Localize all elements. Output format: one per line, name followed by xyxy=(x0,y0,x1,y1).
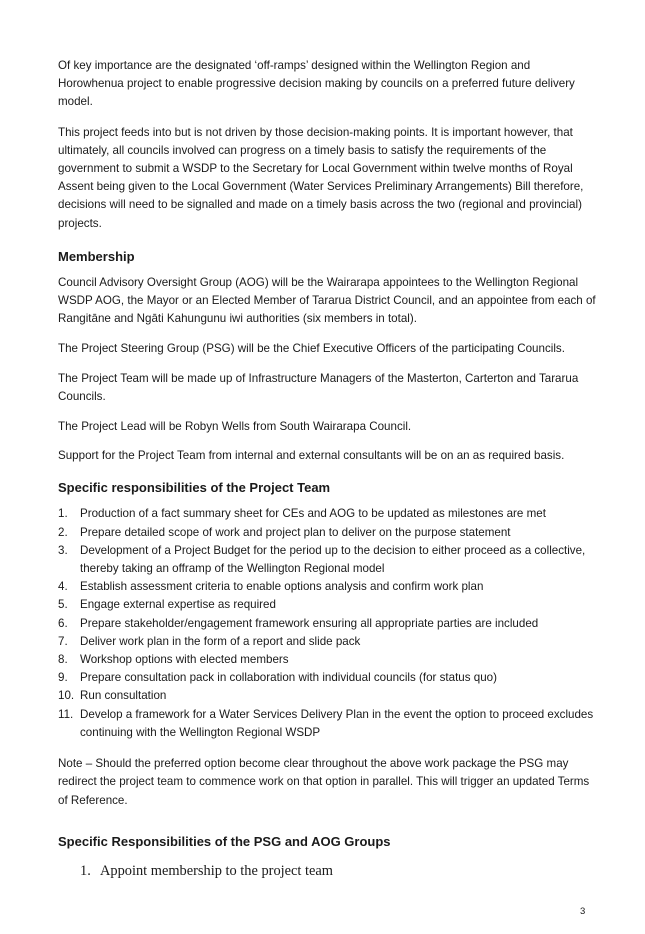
list-item-number: 5. xyxy=(58,598,68,612)
list-item-number: 7. xyxy=(58,634,68,648)
list-item-text: Engage external expertise as required xyxy=(80,598,276,612)
list-item-text: Establish assessment criteria to enable options analysis and confirm work plan xyxy=(80,580,484,594)
list-item-number: 1. xyxy=(80,862,91,879)
list-item xyxy=(58,578,598,596)
note-paragraph: Note – Should the preferred option become clear throughout the above work package the PSG may redirect the project team to commence work on that option in parallel. This will trigger an updated Terms of Reference. xyxy=(58,757,590,807)
intro-paragraph-2: This project feeds into but is not driven by those decision-making points. It is important however, that ultimately, all councils involved can progress on a timely basis to satisfy the requirements of the government to submit a WSDP to the Secretary for Local Government within twelve months of Royal Assent being given to the Local Government (Water Services Preliminary Arrangements) Bill therefore, decisions will need to be signalled and made on a timely basis across the two (regional and provincial) projects. xyxy=(58,125,584,230)
membership-section xyxy=(58,274,598,466)
list-item xyxy=(58,651,598,669)
list-item-text: Prepare stakeholder/engagement framework ensuring all appropriate parties are included xyxy=(80,616,539,630)
list-item-number: 1. xyxy=(58,507,68,521)
intro-paragraph-1: Of key importance are the designated ‘off-ramps’ designed within the Wellington Region and Horowhenua project to enable progressive decision making by councils on a preferred future delivery model. xyxy=(58,59,575,109)
team-responsibilities-list xyxy=(58,505,598,742)
list-item xyxy=(58,524,598,542)
list-item xyxy=(58,669,598,687)
list-item-number: 8. xyxy=(58,653,68,667)
list-item-number: 10. xyxy=(58,689,75,703)
membership-aog: Council Advisory Oversight Group (AOG) will be the Wairarapa appointees to the Wellington Regional WSDP AOG, the Mayor or an Elected Member of Tararua District Council, and an appointee from each of Rangitāne and Ngāti Kahungunu iwi authorities (six members in total). xyxy=(58,275,596,326)
list-item-text: Development of a Project Budget for the period up to the decision to either proceed as a collective, thereby taking an offramp of the Wellington Regional model xyxy=(80,543,586,576)
list-item-text: Prepare consultation pack in collaboration with individual councils (for status quo) xyxy=(80,671,497,685)
list-item-text: Production of a fact summary sheet for CEs and AOG to be updated as milestones are met xyxy=(80,507,546,521)
list-item-number: 4. xyxy=(58,580,68,594)
psg-aog-list-item xyxy=(58,862,598,880)
list-item-number: 2. xyxy=(58,525,68,539)
list-item xyxy=(58,706,598,742)
page-number: 3 xyxy=(580,906,586,917)
list-item-text: Appoint membership to the project team xyxy=(100,862,333,879)
membership-project-team: The Project Team will be made up of Infrastructure Managers of the Masterton, Carterton and Tararua Councils. xyxy=(58,371,579,403)
list-item-number: 3. xyxy=(58,543,68,557)
list-item xyxy=(58,615,598,633)
team-responsibilities-heading: Specific responsibilities of the Project Team xyxy=(58,480,331,496)
list-item-text: Run consultation xyxy=(80,689,167,703)
list-item-number: 11. xyxy=(58,707,74,721)
membership-project-lead: The Project Lead will be Robyn Wells from South Wairarapa Council. xyxy=(58,419,412,433)
list-item xyxy=(58,687,598,705)
list-item-text: Workshop options with elected members xyxy=(80,653,289,667)
list-item xyxy=(58,505,598,523)
list-item-number: 9. xyxy=(58,671,68,685)
page-content xyxy=(58,57,598,880)
list-item xyxy=(58,633,598,651)
list-item-text: Develop a framework for a Water Services Delivery Plan in the event the option to proceed excludes continuing with the Wellington Regional WSDP xyxy=(80,707,594,739)
membership-heading: Membership xyxy=(58,248,135,264)
psg-aog-heading: Specific Responsibilities of the PSG and AOG Groups xyxy=(58,833,391,849)
list-item xyxy=(58,596,598,614)
list-item-number: 6. xyxy=(58,616,68,630)
list-item-text: Deliver work plan in the form of a report and slide pack xyxy=(80,634,361,648)
list-item xyxy=(58,542,598,578)
membership-support: Support for the Project Team from internal and external consultants will be on an as required basis. xyxy=(58,449,565,463)
list-item-text: Prepare detailed scope of work and project plan to deliver on the purpose statement xyxy=(80,525,511,539)
membership-psg: The Project Steering Group (PSG) will be the Chief Executive Officers of the participating Councils. xyxy=(58,341,565,355)
